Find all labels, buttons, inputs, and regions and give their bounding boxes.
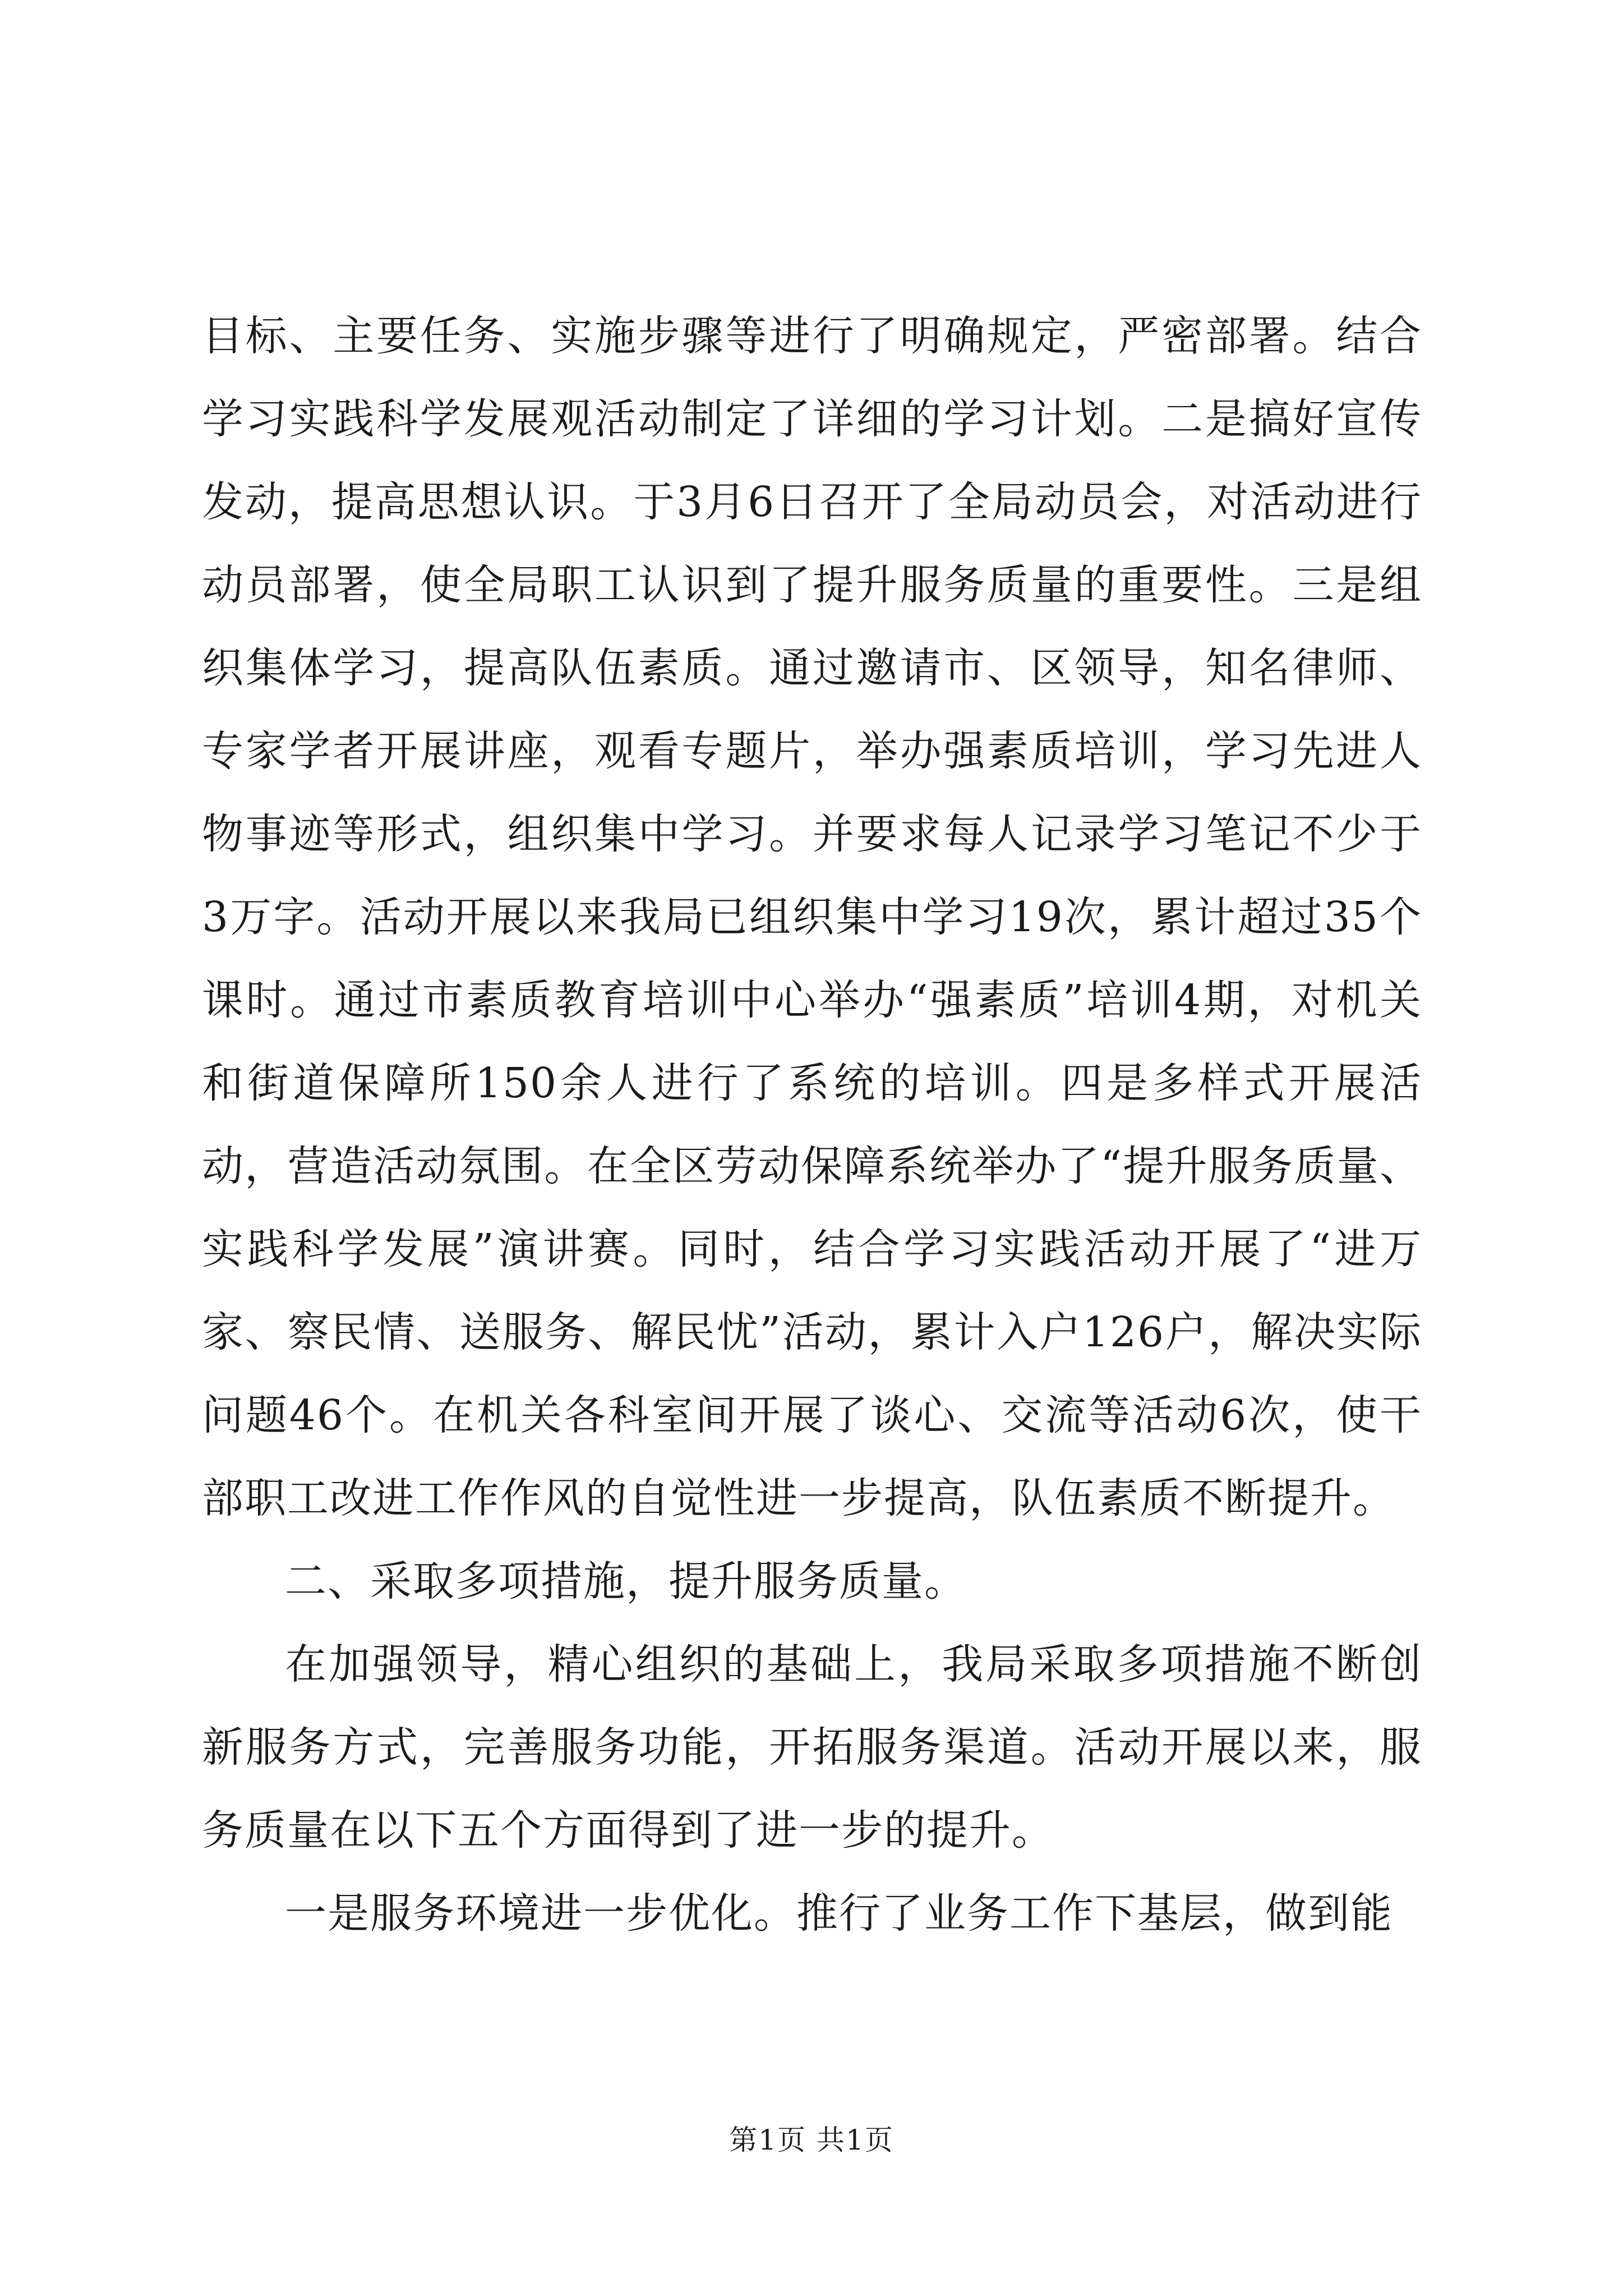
paragraph-3: 在加强领导，精心组织的基础上，我局采取多项措施不断创新服务方式，完善服务功能，开拓服务渠道。活动开展以来，服务质量在以下五个方面得到了进一步的提升。 (202, 1640, 1422, 1855)
section-heading-2: 二、采取多项措施，提升服务质量。 (285, 1557, 967, 1605)
paragraph-4: 一是服务环境进一步优化。推行了业务工作下基层，做到能 (285, 1889, 1393, 1938)
page-number-label: 第1页 共1页 (729, 2124, 894, 2156)
document-body (202, 295, 1422, 1955)
paragraph-1: 目标、主要任务、实施步骤等进行了明确规定，严密部署。结合学习实践科学发展观活动制定了详细的学习计划。二是搞好宣传发动，提高思想认识。于3月6日召开了全局动员会，对活动进行动员部署，使全局职工认识到了提升服务质量的重要性。三是组织集体学习，提高队伍素质。通过邀请市、区领导，知名律师、专家学者开展讲座，观看专题片，举办强素质培训，学习先进人物事迹等形式，组织集中学习。并要求每人记录学习笔记不少于3万字。活动开展以来我局已组织集中学习19次，累计超过35个课时。通过市素质教育培训中心举办“强素质”培训4期，对机关和街道保障所150余人进行了系统的培训。四是多样式开展活动，营造活动氛围。在全区劳动保障系统举办了“提升服务质量、实践科学发展”演讲赛。同时，结合学习实践活动开展了“进万家、察民情、送服务、解民忧”活动，累计入户126户，解决实际问题46个。在机关各科室间开展了谈心、交流等活动6次，使干部职工改进工作作风的自觉性进一步提高，队伍素质不断提升。 (202, 312, 1422, 1522)
page-footer (0, 2120, 1623, 2160)
